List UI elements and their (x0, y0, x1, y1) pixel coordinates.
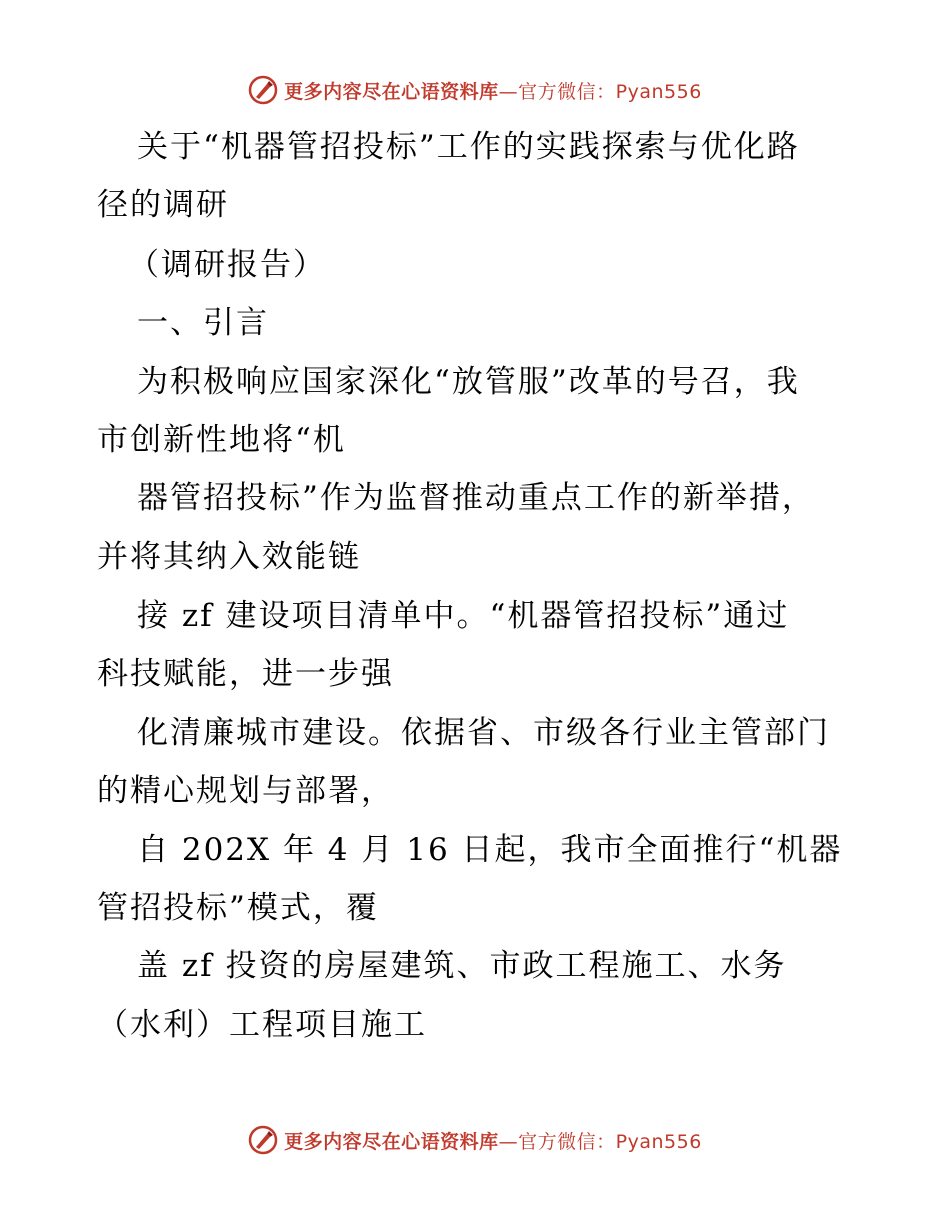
paragraph-line: 自 202X 年 4 月 16 日起，我市全面推行“机器 (137, 832, 843, 868)
doc-title-line-1: 关于“机器管招投标”工作的实践探索与优化路 (137, 129, 800, 165)
pen-logo-icon (248, 75, 278, 105)
paragraph-line: 接 zf 建设项目清单中。“机器管招投标”通过 (137, 598, 790, 634)
paragraph-line: 的精心规划与部署， (97, 773, 394, 809)
section-heading: 一、引言 (137, 305, 269, 341)
pen-logo-icon (248, 1125, 278, 1155)
doc-title-line-2: 径的调研 (97, 187, 229, 223)
paragraph-line: 化清廉城市建设。依据省、市级各行业主管部门 (137, 715, 830, 751)
header-watermark (0, 70, 950, 110)
paragraph-line: （水利）工程项目施工 (97, 1007, 427, 1043)
watermark-dash: — (498, 80, 519, 103)
footer-watermark (0, 1120, 950, 1160)
watermark-dash: — (498, 1130, 519, 1153)
watermark-text (284, 1127, 702, 1154)
watermark-wechat: 官方微信：Pyan556 (518, 80, 702, 103)
doc-subtitle: （调研报告） (128, 247, 326, 283)
watermark-main: 更多内容尽在心语资料库 (284, 80, 499, 103)
paragraph-line: 并将其纳入效能链 (97, 539, 361, 575)
watermark-text (284, 77, 702, 104)
paragraph-line: 器管招投标”作为监督推动重点工作的新举措， (137, 480, 815, 516)
paragraph-line: 为积极响应国家深化“放管服”改革的号召，我 (137, 364, 800, 400)
watermark-main: 更多内容尽在心语资料库 (284, 1130, 499, 1153)
paragraph-line: 盖 zf 投资的房屋建筑、市政工程施工、水务 (137, 948, 787, 984)
paragraph-line: 科技赋能，进一步强 (97, 656, 394, 692)
paragraph-line: 市创新性地将“机 (97, 422, 346, 458)
watermark-wechat: 官方微信：Pyan556 (518, 1130, 702, 1153)
paragraph-line: 管招投标”模式，覆 (97, 890, 379, 926)
